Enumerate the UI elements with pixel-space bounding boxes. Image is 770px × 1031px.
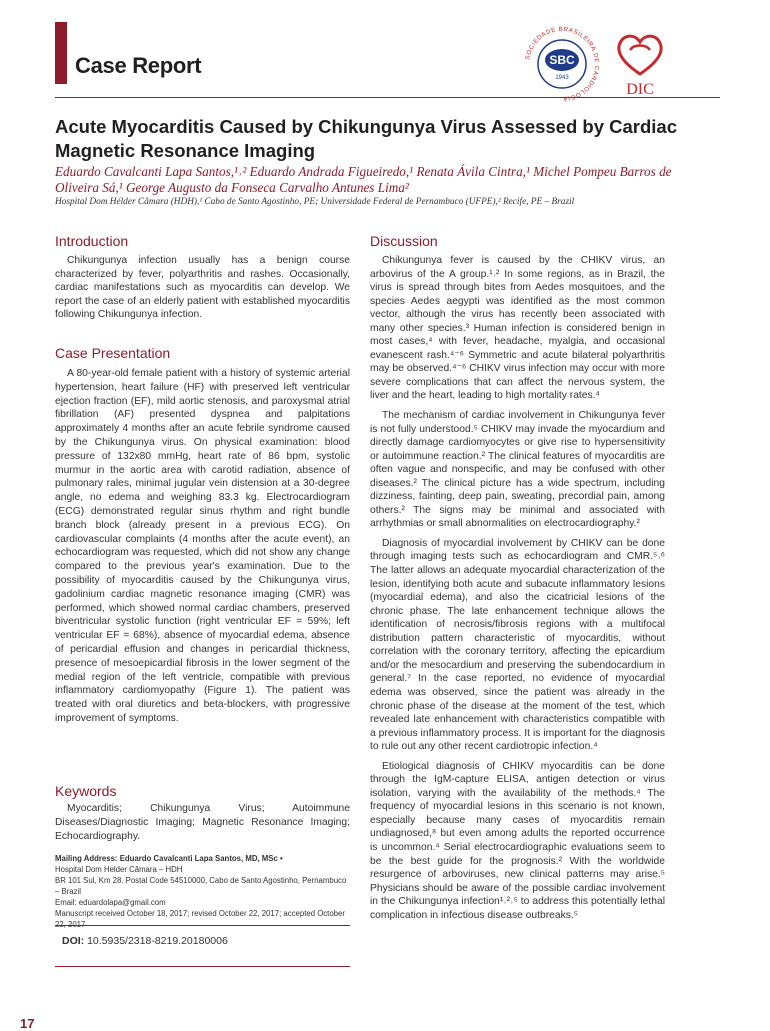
case-presentation-paragraph: A 80-year-old female patient with a history of systemic arterial hypertension, heart failure (HF) with preserved left ventricular ejection fraction (EF), mild aortic stenosis, and paroxysmal atrial fibrillation (AF) presented dyspnea and palpitations approximately 4 months after an acute febrile syndrome caused by the Chikungunya virus. On physical examination: blood pressure of 132x80 mmHg, heart rate of 86 bpm, systolic murmur in the aortic area with carotid radiation, absence of pulmonary rales, minimal jugular vein distension at a 30-degree angle, no edema and weighing 83.3 kg. Electrocardiogram (ECG) demonstrated regular sinus rhythm and right bundle branch block (already present in a previous ECG). On cardiovascular complaints (4 months after the acute event), an echocardiogram was requested, which did not show any change compared to the previous year's examination. Due to the possibility of myocarditis caused by the Chikungunya virus, gadolinium cardiac magnetic resonance imaging (CMR) was performed, which showed normal cardiac chambers, preserved biventricular systolic function (right ventricular EF = 59%; left ventricular EF = 68%), absence of myocardial edema, absence of pericardial effusion and changes in pericardial thickness, presence of mesoepicardial fibrosis in the lower segment of the medial region of the left ventricle, compatible with previous inflammatory cardiomyopathy (Figure 1). The patient was treated with oral diuretics and beta-blockers, with progressive improvement of symptoms.	[55, 368, 350, 724]
sbc-ring-text: SOCIEDADE BRASILEIRA DE CARDIOLOGIA	[524, 25, 601, 103]
discussion-body	[370, 254, 665, 928]
doi-divider-top	[55, 925, 350, 926]
doi	[62, 935, 228, 947]
doi-value[interactable]: 10.5935/2318-8219.20180006	[87, 935, 228, 947]
case-presentation-body	[55, 367, 350, 732]
mailing-address	[55, 853, 350, 930]
introduction-body	[55, 254, 350, 328]
discussion-paragraph-3: Diagnosis of myocardial involvement by CHIKV can be done through imaging tests such as echocardiogram and CMR.⁵˒⁶ The latter allows an adequate myocardial characterization of the lesion, identifying both acute and subacute inflammatory lesions (myocardial edema), and also the cicatricial lesions of the chronic phase. The late enhancement technique allows the identification of necrosis/fibrosis regions with a multifocal distribution pattern characteristic of myocarditis, without correlation with the coronary territory, affecting the epicardium and/or the mesocardium and preserving the subendocardium in general.⁷ In the case reported, no evidence of myocardial edema was observed, since the patient was already in the chronic phase of the disease at the moment of the test, which revealed late enhancement with characteristics compatible with a previous inflammatory process. It is important for the diagnosis to rule out any other recent cardiotropic infection.⁴	[370, 537, 665, 753]
sbc-logo-text: SBC	[549, 53, 575, 67]
introduction-paragraph: Chikungunya infection usually has a benign course characterized by fever, polyarthritis and rashes. Occasionally, cardiac manifestations such as myocarditis can develop. We report the case of an elderly patient with established myocarditis following Chikungunya infection.	[55, 255, 350, 321]
mailing-line: Hospital Dom Helder Câmara – HDH	[55, 865, 183, 874]
doi-divider-bottom	[55, 966, 350, 967]
keywords-text: Myocarditis; Chikungunya Virus; Autoimmune Diseases/Diagnostic Imaging; Magnetic Resonance Imaging; Echocardiography.	[55, 803, 350, 842]
case-presentation-heading: Case Presentation	[55, 345, 171, 361]
article-title: Acute Myocarditis Caused by Chikungunya Virus Assessed by Cardiac Magnetic Resonance Imaging	[55, 116, 678, 161]
keywords-heading: Keywords	[55, 783, 117, 799]
header-divider	[55, 97, 720, 98]
section-label: Case Report	[75, 53, 202, 78]
mailing-line: BR 101 Sul, Km 28. Postal Code 54510000, Cabo de Santo Agostinho, Pernambuco – Brazil	[55, 876, 347, 896]
keywords-body	[55, 802, 350, 850]
mailing-label: Mailing Address: Eduardo Cavalcanti Lapa Santos, MD, MSc •	[55, 854, 283, 863]
doi-label: DOI:	[62, 935, 85, 947]
page-number: 17	[20, 1016, 35, 1031]
mailing-email: Email: eduardolapa@gmail.com	[55, 898, 166, 907]
discussion-paragraph-2: The mechanism of cardiac involvement in Chikungunya fever is not fully understood.⁵ CHIKV may invade the myocardium and directly damage cardiomyocytes or give rise to hypersensitivity or autoimmune reaction.² The clinical features of myocarditis are often vague and nonspecific, and may be confused with other diseases.² The clinical picture has a wide spectrum, including dizziness, fainting, deep pain, sweating, precordial pain, among others.² The signs may be minimal and associated with arrhythmias or small abnormalities on electrocardiography.²	[370, 410, 665, 530]
manuscript-dates: Manuscript received October 18, 2017; revised October 22, 2017; accepted October 22, 2017	[55, 909, 345, 929]
dic-logo	[612, 26, 668, 98]
affiliations: Hospital Dom Hélder Câmara (HDH),¹ Cabo de Santo Agostinho, PE; Universidade Federal de Pernambuco (UFPE),² Recife, PE – Brazil	[55, 197, 575, 207]
header-accent-bar	[55, 22, 67, 84]
discussion-paragraph-4: Etiological diagnosis of CHIKV myocarditis can be done through the IgM-capture ELISA, antigen detection or virus isolation, varying with the availability of the methods.⁴ The frequency of myocardial lesions in this scenario is not known, especially because many cases of myocarditis remain undiagnosed,⁸ but even among adults the reported occurrence is uncommon.⁴ Serial electrocardiographic evaluations seem to be the best guide for the prognosis.² With the worldwide resurgence of arboviruses, new clinical patterns may arise.⁵ Physicians should be aware of the possible cardiac involvement in the Chikungunya infection¹˒²˒⁵ to address this potentially lethal complication in infectious disease outbreaks.⁵	[370, 760, 665, 921]
discussion-heading: Discussion	[370, 233, 438, 249]
sbc-year: 1943	[555, 75, 569, 81]
sbc-logo	[520, 22, 604, 106]
discussion-paragraph-1: Chikungunya fever is caused by the CHIKV virus, an arbovirus of the A group.¹˒² In some regions, as in Brazil, the virus is spread through bites from Aedes mosquitoes, and the species Aedes aegypti was identified as the most common vector, although the virus has recently been associated with many other species.³ Human infection is considered benign in most cases,⁴ with fever, headache, myalgia, and occasional evanescent rash.⁴⁻⁶ Symmetric and acute bilateral polyarthritis may be observed.⁴⁻⁶ CHIKV virus infection may occur with more severe complications that can affect the nervous system, the liver and the heart, leading to high mortality rates.⁴	[370, 255, 665, 402]
author-list: Eduardo Cavalcanti Lapa Santos,¹˒² Eduardo Andrada Figueiredo,¹ Renata Ávila Cintra,¹ Michel Pompeu Barros de Oliveira Sá,¹ George Augusto da Fonseca Carvalho Antunes Lima²	[55, 164, 672, 195]
dic-logo-text: DIC	[626, 81, 654, 98]
introduction-heading: Introduction	[55, 233, 129, 249]
